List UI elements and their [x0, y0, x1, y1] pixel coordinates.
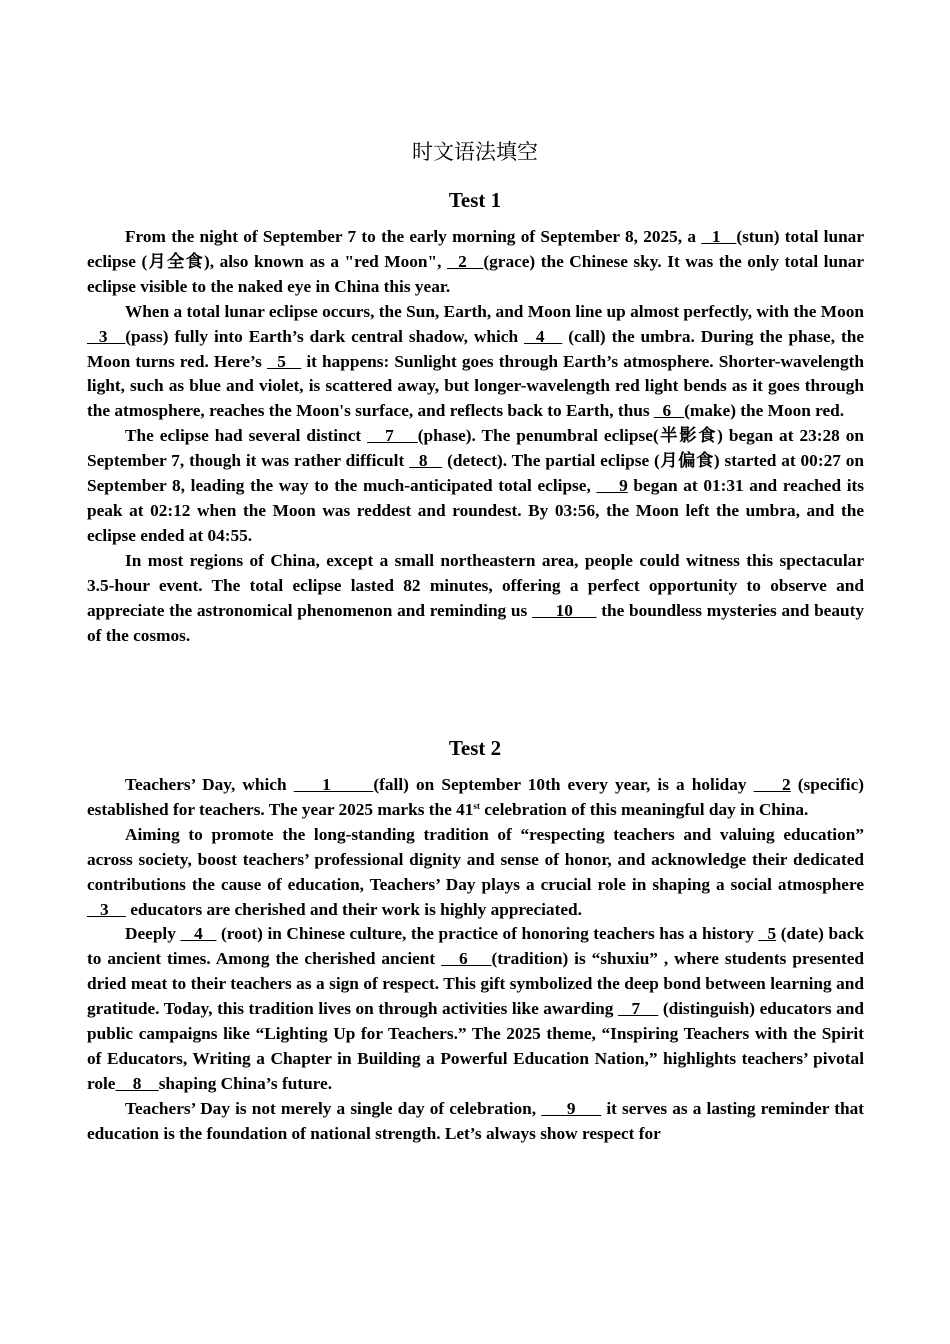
text-segment: (distinguish) educators and public campaigns like “Lighting Up for Teachers.” The 2025 theme, “Inspiring Teachers with the Spirit of Educators, Writing a Chapter in Building a Powerful Education Nation,” highlights teachers’ pivotal role [87, 999, 864, 1093]
text-segment: shaping China’s future. [158, 1073, 333, 1093]
answer-blank[interactable]: 1 [293, 775, 374, 794]
answer-blank[interactable]: 8 [409, 451, 443, 471]
answer-blank[interactable]: 7 [617, 999, 659, 1019]
paragraph [87, 549, 864, 649]
text-segment: Teachers’ Day is not merely a single day of celebration, [125, 1098, 542, 1118]
text-segment: The eclipse had several distinct [125, 426, 368, 446]
text-segment: (stun) total lunar eclipse (月全食), also known as a "red Moon", [87, 227, 864, 271]
test-2-heading: Test 2 [448, 736, 502, 760]
text-segment: (fall) on September 10th every year, is a holiday [373, 775, 754, 794]
text-segment: (detect). The partial eclipse (月偏食) started at 00:27 on September 8, leading the way to the much-anticipated total eclipse, [87, 451, 865, 496]
answer-blank[interactable]: 10 [531, 600, 597, 620]
text-segment: When a total lunar eclipse occurs, the Sun, Earth, and Moon line up almost perfectly, with the Moon [125, 301, 864, 321]
ordinal-suffix: st [473, 800, 480, 811]
text-segment: (root) in Chinese culture, the practice of honoring teachers has a history [216, 924, 759, 944]
text-segment: celebration of this meaningful day in China. [479, 799, 809, 819]
answer-blank[interactable]: 9 [596, 476, 628, 496]
text-segment: Deeply [125, 924, 181, 944]
test-1-heading: Test 1 [448, 188, 502, 212]
paragraph [87, 773, 864, 823]
text-segment: Aiming to promote the long-standing tradition of “respecting teachers and valuing education” across society, boost teachers’ professional dignity and sense of honor, and acknowledge their dedicated contributions the cause of education, Teachers’ Day plays a crucial role in shaping a social atmosphere [87, 824, 864, 894]
answer-blank[interactable]: 7 [367, 426, 418, 446]
answer-blank[interactable]: 2 [447, 251, 484, 271]
answer-blank[interactable]: 1 [701, 227, 737, 246]
paragraph [87, 424, 864, 549]
text-segment: (make) the Moon red. [684, 401, 845, 421]
answer-blank[interactable]: 3 [87, 326, 126, 346]
text-segment: Teachers’ Day, which [125, 775, 294, 794]
text-segment: (pass) fully into Earth’s dark central shadow, which [125, 326, 525, 346]
paragraph [87, 300, 864, 425]
page-title: 时文语法填空 [412, 140, 538, 164]
text-segment: (date) back to ancient times. Among the cherished ancient [87, 924, 865, 969]
answer-blank[interactable]: 8 [115, 1073, 159, 1093]
text-segment: educators are cherished and their work is highly appreciated. [125, 899, 582, 919]
answer-blank[interactable]: 6 [653, 401, 685, 421]
text-segment: the boundless mysteries and beauty of the cosmos. [87, 600, 864, 645]
answer-blank[interactable]: 5 [266, 351, 302, 371]
text-segment: (specific) established for teachers. The year 2025 marks the 41 [87, 775, 865, 819]
text-segment: From the night of September 7 to the early morning of September 8, 2025, a [125, 227, 702, 246]
text-segment: In most regions of China, except a small northeastern area, people could witness this spectacular 3.5-hour event. The total eclipse lasted 82 minutes, offering a perfect opportunity to observe and appreciate the astronomical phenomenon and reminding us [87, 550, 864, 620]
answer-blank[interactable]: 2 [753, 775, 791, 794]
text-segment: (grace) the Chinese sky. It was the only total lunar eclipse visible to the naked eye in China this year. [87, 251, 865, 296]
paragraph [87, 225, 864, 300]
text-segment: it serves as a lasting reminder that education is the foundation of national strength. Let’s always show respect for [87, 1098, 864, 1143]
paragraph [87, 1097, 864, 1147]
answer-blank[interactable]: 4 [524, 326, 563, 346]
answer-blank[interactable]: 3 [87, 899, 126, 919]
text-segment: it happens: Sunlight goes through Earth’s atmosphere. Shorter-wavelength light, such as blue and violet, is scattered away, but longer-wavelength red light bends as it goes through the atmosphere, reaches the Moon's surface, and reflects back to Earth, thus [87, 351, 864, 421]
text-segment: (tradition) is “shuxiu” , where students presented dried meat to their teachers as a sign of respect. This gift symbolized the deep bond between learning and gratitude. Today, this tradition lives on through activities like awarding [87, 949, 864, 1019]
text-segment: (call) the umbra. During the phase, the Moon turns red. Here’s [87, 326, 864, 371]
answer-blank[interactable]: 4 [180, 924, 217, 944]
test-1-body [87, 225, 864, 648]
answer-blank[interactable]: 6 [441, 949, 492, 969]
test-2-body [87, 773, 864, 1147]
paragraph [87, 922, 864, 1096]
text-segment: began at 01:31 and reached its peak at 02:12 when the Moon was reddest and roundest. By 03:56, the Moon left the umbra, and the eclipse ended at 04:55. [87, 476, 865, 545]
answer-blank[interactable]: 9 [541, 1098, 602, 1118]
paragraph [87, 823, 864, 923]
answer-blank[interactable]: 5 [758, 924, 777, 944]
text-segment: (phase). The penumbral eclipse(半影食) began at 23:28 on September 7, though it was rather difficult [87, 426, 865, 471]
